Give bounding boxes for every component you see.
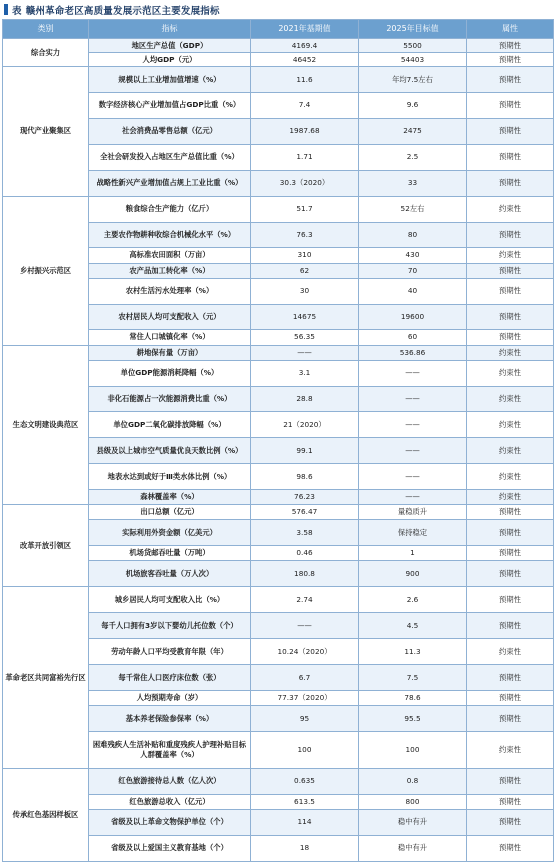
base-value-cell: 1987.68 <box>251 118 359 144</box>
base-value-cell: 51.7 <box>251 196 359 222</box>
base-value-cell: 180.8 <box>251 561 359 587</box>
indicator-cell: 粮食综合生产能力（亿斤） <box>89 196 251 222</box>
attribute-cell: 预期性 <box>467 587 554 613</box>
target-value-cell: 60 <box>359 330 467 345</box>
base-value-cell: 95 <box>251 706 359 732</box>
base-value-cell: 30.3（2020） <box>251 170 359 196</box>
attribute-cell: 约束性 <box>467 412 554 438</box>
attribute-cell: 约束性 <box>467 248 554 263</box>
indicator-cell: 地表水达到或好于Ⅲ类水体比例（%） <box>89 464 251 490</box>
indicator-cell: 每千常住人口医疗床位数（张） <box>89 665 251 691</box>
indicator-cell: 高标准农田面积（万亩） <box>89 248 251 263</box>
target-value-cell: 100 <box>359 731 467 768</box>
target-value-cell: 95.5 <box>359 706 467 732</box>
attribute-cell: 预期性 <box>467 768 554 794</box>
header-category: 类别 <box>3 20 89 39</box>
attribute-cell: 预期性 <box>467 278 554 304</box>
attribute-cell: 预期性 <box>467 53 554 67</box>
table-caption <box>4 3 220 16</box>
indicator-cell: 战略性新兴产业增加值占规上工业比重（%） <box>89 170 251 196</box>
indicator-cell: 规模以上工业增加值增速（%） <box>89 67 251 93</box>
base-value-cell: 6.7 <box>251 665 359 691</box>
base-value-cell: 62 <box>251 263 359 278</box>
header-base-2021: 2021年基期值 <box>251 20 359 39</box>
indicator-cell: 农村生活污水处理率（%） <box>89 278 251 304</box>
table-row <box>3 345 554 360</box>
attribute-cell: 预期性 <box>467 546 554 561</box>
indicator-cell: 基本养老保险参保率（%） <box>89 706 251 732</box>
indicator-cell: 人均GDP（元） <box>89 53 251 67</box>
base-value-cell: 99.1 <box>251 438 359 464</box>
indicator-cell: 全社会研发投入占地区生产总值比重（%） <box>89 144 251 170</box>
attribute-cell: 约束性 <box>467 731 554 768</box>
attribute-cell: 预期性 <box>467 794 554 809</box>
indicator-cell: 单位GDP二氧化碳排放降幅（%） <box>89 412 251 438</box>
base-value-cell: 310 <box>251 248 359 263</box>
attribute-cell: 预期性 <box>467 144 554 170</box>
attribute-cell: 约束性 <box>467 438 554 464</box>
category-cell: 乡村振兴示范区 <box>3 196 89 345</box>
attribute-cell: 预期性 <box>467 809 554 835</box>
target-value-cell: 1 <box>359 546 467 561</box>
target-value-cell: 70 <box>359 263 467 278</box>
indicator-cell: 劳动年龄人口平均受教育年限（年） <box>89 639 251 665</box>
table-row <box>3 39 554 53</box>
attribute-cell: 预期性 <box>467 613 554 639</box>
target-value-cell: —— <box>359 490 467 505</box>
category-cell: 现代产业聚集区 <box>3 67 89 197</box>
attribute-cell: 预期性 <box>467 706 554 732</box>
indicator-cell: 出口总额（亿元） <box>89 505 251 520</box>
indicator-cell: 非化石能源占一次能源消费比重（%） <box>89 386 251 412</box>
target-value-cell: 4.5 <box>359 613 467 639</box>
target-value-cell: 7.5 <box>359 665 467 691</box>
indicator-table <box>2 19 554 862</box>
target-value-cell: —— <box>359 360 467 386</box>
indicator-cell: 县级及以上城市空气质量优良天数比例（%） <box>89 438 251 464</box>
base-value-cell: 28.8 <box>251 386 359 412</box>
target-value-cell: —— <box>359 412 467 438</box>
target-value-cell: 量稳质升 <box>359 505 467 520</box>
table-row <box>3 768 554 794</box>
target-value-cell: 536.86 <box>359 345 467 360</box>
indicator-cell: 耕地保有量（万亩） <box>89 345 251 360</box>
target-value-cell: 800 <box>359 794 467 809</box>
base-value-cell: 21（2020） <box>251 412 359 438</box>
table-row <box>3 587 554 613</box>
indicator-cell: 省级及以上爱国主义教育基地（个） <box>89 835 251 861</box>
target-value-cell: —— <box>359 438 467 464</box>
base-value-cell: 76.3 <box>251 222 359 248</box>
target-value-cell: 2.6 <box>359 587 467 613</box>
category-cell: 改革开放引领区 <box>3 505 89 587</box>
target-value-cell: 52左右 <box>359 196 467 222</box>
attribute-cell: 预期性 <box>467 67 554 93</box>
target-value-cell: 11.3 <box>359 639 467 665</box>
target-value-cell: 稳中有升 <box>359 809 467 835</box>
base-value-cell: 14675 <box>251 304 359 330</box>
base-value-cell: 576.47 <box>251 505 359 520</box>
target-value-cell: 78.6 <box>359 690 467 705</box>
base-value-cell: 7.4 <box>251 92 359 118</box>
indicator-cell: 每千人口拥有3岁以下婴幼儿托位数（个） <box>89 613 251 639</box>
attribute-cell: 预期性 <box>467 39 554 53</box>
base-value-cell: 3.58 <box>251 520 359 546</box>
indicator-cell: 城乡居民人均可支配收入比（%） <box>89 587 251 613</box>
target-value-cell: 9.6 <box>359 92 467 118</box>
target-value-cell: 保持稳定 <box>359 520 467 546</box>
indicator-cell: 实际利用外资金额（亿美元） <box>89 520 251 546</box>
category-cell: 革命老区共同富裕先行区 <box>3 587 89 768</box>
indicator-cell: 省级及以上革命文物保护单位（个） <box>89 809 251 835</box>
target-value-cell: 54403 <box>359 53 467 67</box>
attribute-cell: 约束性 <box>467 386 554 412</box>
base-value-cell: 11.6 <box>251 67 359 93</box>
attribute-cell: 约束性 <box>467 196 554 222</box>
attribute-cell: 约束性 <box>467 639 554 665</box>
base-value-cell: —— <box>251 345 359 360</box>
indicator-cell: 主要农作物耕种收综合机械化水平（%） <box>89 222 251 248</box>
header-attribute: 属性 <box>467 20 554 39</box>
target-value-cell: —— <box>359 386 467 412</box>
attribute-cell: 预期性 <box>467 665 554 691</box>
attribute-cell: 约束性 <box>467 490 554 505</box>
attribute-cell: 预期性 <box>467 92 554 118</box>
target-value-cell: 80 <box>359 222 467 248</box>
caption-prefix: 表 <box>12 5 22 17</box>
base-value-cell: 46452 <box>251 53 359 67</box>
indicator-cell: 人均预期寿命（岁） <box>89 690 251 705</box>
table-row <box>3 505 554 520</box>
target-value-cell: 430 <box>359 248 467 263</box>
indicator-cell: 常住人口城镇化率（%） <box>89 330 251 345</box>
indicator-cell: 单位GDP能源消耗降幅（%） <box>89 360 251 386</box>
indicator-cell: 农村居民人均可支配收入（元） <box>89 304 251 330</box>
category-cell: 生态文明建设典范区 <box>3 345 89 505</box>
attribute-cell: 预期性 <box>467 222 554 248</box>
base-value-cell: 18 <box>251 835 359 861</box>
attribute-cell: 预期性 <box>467 304 554 330</box>
base-value-cell: 114 <box>251 809 359 835</box>
target-value-cell: 33 <box>359 170 467 196</box>
indicator-cell: 社会消费品零售总额（亿元） <box>89 118 251 144</box>
indicator-cell: 农产品加工转化率（%） <box>89 263 251 278</box>
base-value-cell: 76.23 <box>251 490 359 505</box>
target-value-cell: 2475 <box>359 118 467 144</box>
attribute-cell: 预期性 <box>467 170 554 196</box>
base-value-cell: 100 <box>251 731 359 768</box>
attribute-cell: 预期性 <box>467 118 554 144</box>
base-value-cell: 30 <box>251 278 359 304</box>
indicator-cell: 数字经济核心产业增加值占GDP比重（%） <box>89 92 251 118</box>
table-row <box>3 67 554 93</box>
attribute-cell: 预期性 <box>467 330 554 345</box>
base-value-cell: —— <box>251 613 359 639</box>
indicator-cell: 机场旅客吞吐量（万人次） <box>89 561 251 587</box>
attribute-cell: 预期性 <box>467 263 554 278</box>
base-value-cell: 0.635 <box>251 768 359 794</box>
target-value-cell: —— <box>359 464 467 490</box>
base-value-cell: 10.24（2020） <box>251 639 359 665</box>
base-value-cell: 2.74 <box>251 587 359 613</box>
indicator-cell: 森林覆盖率（%） <box>89 490 251 505</box>
attribute-cell: 预期性 <box>467 520 554 546</box>
header-target-2025: 2025年目标值 <box>359 20 467 39</box>
caption-marker <box>4 4 8 15</box>
base-value-cell: 613.5 <box>251 794 359 809</box>
base-value-cell: 1.71 <box>251 144 359 170</box>
attribute-cell: 预期性 <box>467 505 554 520</box>
indicator-cell: 地区生产总值（GDP） <box>89 39 251 53</box>
base-value-cell: 0.46 <box>251 546 359 561</box>
table-header <box>3 20 554 39</box>
attribute-cell: 预期性 <box>467 561 554 587</box>
category-cell: 综合实力 <box>3 39 89 67</box>
target-value-cell: 年均7.5左右 <box>359 67 467 93</box>
attribute-cell: 约束性 <box>467 345 554 360</box>
base-value-cell: 3.1 <box>251 360 359 386</box>
base-value-cell: 56.35 <box>251 330 359 345</box>
base-value-cell: 98.6 <box>251 464 359 490</box>
indicator-cell: 红色旅游接待总人数（亿人次） <box>89 768 251 794</box>
base-value-cell: 4169.4 <box>251 39 359 53</box>
target-value-cell: 5500 <box>359 39 467 53</box>
target-value-cell: 19600 <box>359 304 467 330</box>
table-title: 赣州革命老区高质量发展示范区主要发展指标 <box>25 5 220 17</box>
target-value-cell: 40 <box>359 278 467 304</box>
attribute-cell: 约束性 <box>467 360 554 386</box>
category-cell: 传承红色基因样板区 <box>3 768 89 861</box>
attribute-cell: 预期性 <box>467 835 554 861</box>
table-row <box>3 196 554 222</box>
indicator-cell: 机场货邮吞吐量（万吨） <box>89 546 251 561</box>
target-value-cell: 900 <box>359 561 467 587</box>
indicator-cell: 困难残疾人生活补贴和重度残疾人护理补贴目标人群覆盖率（%） <box>89 731 251 768</box>
target-value-cell: 2.5 <box>359 144 467 170</box>
attribute-cell: 约束性 <box>467 464 554 490</box>
attribute-cell: 预期性 <box>467 690 554 705</box>
target-value-cell: 稳中有升 <box>359 835 467 861</box>
header-indicator: 指标 <box>89 20 251 39</box>
table-body <box>3 39 554 862</box>
indicator-cell: 红色旅游总收入（亿元） <box>89 794 251 809</box>
base-value-cell: 77.37（2020） <box>251 690 359 705</box>
target-value-cell: 0.8 <box>359 768 467 794</box>
